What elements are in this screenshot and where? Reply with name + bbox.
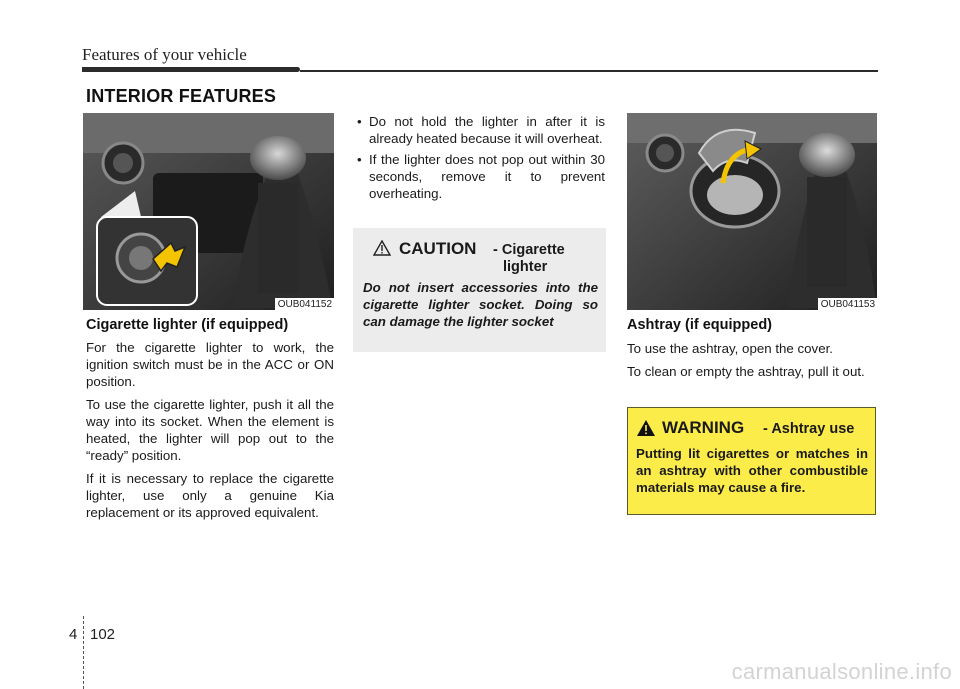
- lighter-paragraph-2: To use the cigarette lighter, push it all the way into its socket. When the element is heated, the lighter will pop out to the “ready” position.: [86, 397, 334, 463]
- section-title: INTERIOR FEATURES: [86, 86, 277, 106]
- cigarette-lighter-photo: [83, 113, 334, 310]
- list-item: • Do not hold the lighter in after it is already heated because it will overheat.: [357, 114, 605, 146]
- warning-text: Putting lit cigarettes or matches in an ashtray with other combustible materials may cause a fire.: [636, 446, 868, 495]
- list-item: • If the lighter does not pop out within 30 seconds, remove it to prevent overheating.: [357, 152, 605, 201]
- warning-subject: - Ashtray use: [763, 421, 855, 437]
- chapter-number: 4: [69, 626, 78, 643]
- cigarette-lighter-body: [86, 339, 334, 527]
- caution-subject-line1: - Cigarette: [493, 242, 565, 258]
- caution-text: Do not insert accessories into the cigarette lighter socket. Doing so can damage the lighter socket: [363, 280, 598, 329]
- lighter-paragraph-1: For the cigarette lighter to work, the ignition switch must be in the ACC or ON position.: [86, 340, 334, 389]
- ashtray-body: [627, 340, 877, 386]
- ashtray-paragraph-2: To clean or empty the ashtray, pull it out.: [627, 364, 865, 379]
- caution-triangle-icon: [373, 240, 391, 261]
- ashtray-photo: [627, 113, 877, 310]
- chapter-title: Features of your vehicle: [82, 45, 247, 64]
- header-rule: [300, 70, 878, 72]
- warning-triangle-icon: [636, 419, 656, 442]
- photo-code-right: OUB041153: [818, 298, 877, 310]
- ashtray-heading: Ashtray (if equipped): [627, 317, 773, 333]
- warning-word: WARNING: [662, 418, 745, 437]
- page-number: 102: [90, 626, 116, 643]
- caution-word: CAUTION: [399, 239, 477, 258]
- caution-box: [353, 228, 606, 352]
- lighter-bullets: [355, 113, 605, 206]
- warning-header: [636, 418, 868, 440]
- footer-divider: [83, 616, 85, 689]
- cigarette-lighter-heading: Cigarette lighter (if equipped): [86, 317, 289, 333]
- warning-box: [627, 407, 876, 515]
- watermark: carmanualsonline.info: [731, 659, 952, 684]
- photo-code-left: OUB041152: [275, 298, 334, 310]
- lighter-paragraph-3: If it is necessary to replace the cigarette lighter, use only a genuine Kia replacement or its approved equivalent.: [86, 471, 334, 520]
- ashtray-paragraph-1: To use the ashtray, open the cover.: [627, 341, 833, 356]
- header-bar: [82, 67, 300, 72]
- caution-subject-line2: lighter: [503, 259, 548, 275]
